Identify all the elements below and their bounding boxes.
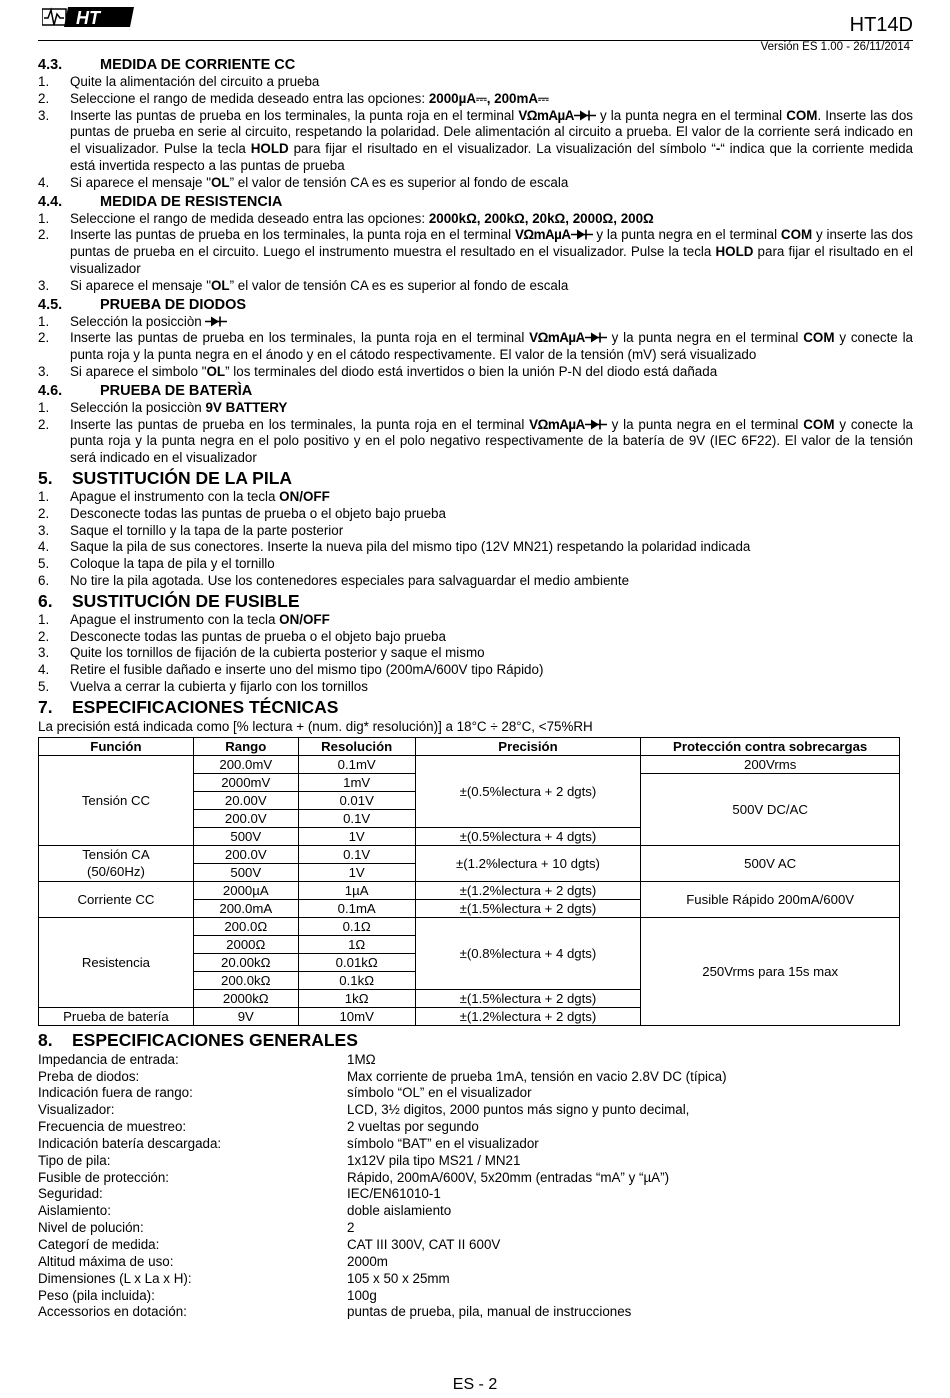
general-specs xyxy=(38,1052,913,1322)
spec-label: Indicación batería descargada: xyxy=(38,1135,222,1151)
heading-4-4: 4.4. MEDIDA DE RESISTENCIA xyxy=(38,193,283,210)
list-item: 6. No tire la pila agotada. Use los contenedores especiales para salvaguardar el medio ambiente xyxy=(38,572,630,588)
table-row: 500V 1V ±(0.5%lectura + 4 dgts) xyxy=(39,827,900,845)
list-item: 5. Coloque la tapa de pila y el tornillo xyxy=(38,556,275,572)
model-name: HT14D xyxy=(849,14,913,36)
spec-label: Aislamiento: xyxy=(38,1203,111,1219)
heading-6: 6. SUSTITUCIÓN DE FUSIBLE xyxy=(38,590,300,611)
spec-value: 2 vueltas por segundo xyxy=(347,1119,479,1135)
spec-value: símbolo “OL” en el visualizador xyxy=(347,1085,532,1101)
list-item: 2. Desconecte todas las puntas de prueba o el objeto bajo prueba xyxy=(38,628,446,644)
heading-8: 8. ESPECIFICACIONES GENERALES xyxy=(38,1029,358,1050)
list-item: 2. Inserte las puntas de prueba en los terminales, la punta roja en el terminal VΩmAµA y la punta negra en el terminal COM y conecte la punta roja y la punta negra en el ánodo y en el cátodo respectivamente. El valor de la tensión (mV) será visualizado xyxy=(38,330,914,363)
spec-label: Nivel de polución: xyxy=(38,1220,144,1236)
table-row: Resistencia 200.0Ω 0.1Ω ±(0.8%lectura + 4 dgts) 250Vrms para 15s max xyxy=(39,917,900,935)
spec-table xyxy=(38,737,900,1026)
spec-value: 105 x 50 x 25mm xyxy=(347,1270,450,1286)
logo-text: HT xyxy=(76,8,100,28)
list-item: 3. Si aparece el mensaje "OL” el valor de tensión CA es es superior al fondo de escala xyxy=(38,277,569,293)
heading-5: 5. SUSTITUCIÓN DE LA PILA xyxy=(38,467,293,488)
spec-value: Max corriente de prueba 1mA, tensión en vacio 2.8V DC (típica) xyxy=(347,1068,727,1084)
list-item: 4. Retire el fusible dañado e inserte uno del mismo tipo (200mA/600V tipo Rápido) xyxy=(38,662,544,678)
list-item: 1. Selección la posicciòn 9V BATTERY xyxy=(38,399,288,415)
table-row: 2000mV 1mV 500V DC/AC xyxy=(39,773,900,791)
table-row: 20.00kΩ 0.01kΩ xyxy=(39,953,900,971)
heading-4-6: 4.6. PRUEBA DE BATERÌA xyxy=(38,382,253,399)
table-row: 200.0V 0.1V xyxy=(39,809,900,827)
spec-value: 2 xyxy=(347,1220,355,1236)
spec-value: 2000m xyxy=(347,1253,388,1269)
ht-logo xyxy=(42,4,137,30)
accuracy-note: La precisión está indicada como [% lectura + (num. dig* resolución)] a 18°C ÷ 28°C, <75%RH xyxy=(38,718,593,734)
table-row: 200.0kΩ 0.1kΩ xyxy=(39,971,900,989)
list-item: 2. Inserte las puntas de prueba en los terminales, la punta roja en el terminal VΩmAµA y la punta negra en el terminal COM y inserte las dos puntas de prueba en el circuito. Luego el instrumento muestra el resultado en el visualizador. Pulse la tecla HOLD para fijar el risultado en el visualizador xyxy=(38,227,913,276)
list-item: 4. Saque la pila de sus conectores. Inserte la nueva pila del mismo tipo (12V MN21) respetando la polaridad indicada xyxy=(38,539,751,555)
list-item: 1. Seleccione el rango de medida deseado entra las opciones: 2000kΩ, 200kΩ, 20kΩ, 2000Ω, 200Ω xyxy=(38,210,654,226)
spec-label: Preba de diodos: xyxy=(38,1068,140,1084)
table-row: Prueba de batería 9V 10mV ±(1.2%lectura + 2 dgts) xyxy=(39,1007,900,1025)
diode-icon xyxy=(574,110,596,121)
spec-value: 1MΩ xyxy=(347,1051,376,1067)
heading-4-5: 4.5. PRUEBA DE DIODOS xyxy=(38,296,247,313)
list-item: 3. Si aparece el simbolo "OL” los terminales del diodo está invertidos o bien la unión P-N del diodo está dañada xyxy=(38,363,718,379)
diode-icon xyxy=(585,332,607,343)
spec-label: Indicación fuera de rango: xyxy=(38,1085,193,1101)
table-row: Corriente CC 2000µA 1µA ±(1.2%lectura + 2 dgts) Fusible Rápido 200mA/600V xyxy=(39,881,900,899)
list-item: 3. Inserte las puntas de prueba en los terminales, la punta roja en el terminal VΩmAµA y la punta negra en el terminal COM. Inserte las dos puntas de prueba en serie al circuito, respetando la polaridad. Dele alimentación al circuito a prueba. El valor de la corriente será indicado en el visualizador. Pulse la tecla HOLD para fijar el risultado en el visualizador. La visualización del símbolo “-“ indica que la corriente medida está invertida respecto a las puntas de prueba xyxy=(38,107,913,173)
diode-icon xyxy=(205,316,227,327)
list-item: 1. Apague el instrumento con la tecla ON/OFF xyxy=(38,488,330,504)
spec-label: Altitud máxima de uso: xyxy=(38,1253,174,1269)
list-item: 4. Si aparece el mensaje "OL” el valor de tensión CA es es superior al fondo de escala xyxy=(38,174,569,190)
table-row: 20.00V 0.01V xyxy=(39,791,900,809)
list-item: 5. Vuelva a cerrar la cubierta y fijarlo con los tornillos xyxy=(38,678,368,694)
spec-value: LCD, 3½ digitos, 2000 puntos más signo y punto decimal, xyxy=(347,1102,690,1118)
spec-label: Accessorios en dotación: xyxy=(38,1304,187,1320)
diode-icon xyxy=(571,229,593,240)
table-row: Tensión CA (50/60Hz) 200.0V 0.1V ±(1.2%lectura + 10 dgts) 500V AC xyxy=(39,845,900,863)
list-item: 1. Selección la posicciòn xyxy=(38,314,913,331)
spec-label: Categorí de medida: xyxy=(38,1236,160,1252)
table-header-row: Función Rango Resolución Precisión Protección contra sobrecargas xyxy=(39,737,900,755)
list-item: 3. Saque el tornillo y la tapa de la parte posterior xyxy=(38,522,344,538)
spec-label: Impedancia de entrada: xyxy=(38,1051,179,1067)
spec-label: Fusible de protección: xyxy=(38,1169,170,1185)
list-item: 2. Inserte las puntas de prueba en los terminales, la punta roja en el terminal VΩmAµA y la punta negra en el terminal COM y conecte la punta roja y la punta negra en el polo positivo y en el polo negativo respectivamente de la batería de 9V (IEC 6F22). El valor de la tensión será indicado en el visualizador xyxy=(38,416,914,466)
table-row: 500V 1V xyxy=(39,863,900,881)
spec-value: doble aislamiento xyxy=(347,1203,452,1219)
page-content xyxy=(38,55,913,1321)
spec-value: CAT III 300V, CAT II 600V xyxy=(347,1236,501,1252)
heading-7: 7. ESPECIFICACIONES TÉCNICAS xyxy=(38,696,339,717)
list-item: 2. Desconecte todas las puntas de prueba o el objeto bajo prueba xyxy=(38,505,446,521)
spec-label: Frecuencia de muestreo: xyxy=(38,1119,187,1135)
list-item: 1. Quite la alimentación del circuito a prueba xyxy=(38,74,320,89)
table-row: 200.0mA 0.1mA ±(1.5%lectura + 2 dgts) xyxy=(39,899,900,917)
spec-value: IEC/EN61010-1 xyxy=(347,1186,441,1202)
spec-value: 100g xyxy=(347,1287,377,1303)
spec-value: símbolo “BAT” en el visualizador xyxy=(347,1135,539,1151)
spec-label: Tipo de pila: xyxy=(38,1152,111,1168)
heading-4-3: 4.3. MEDIDA DE CORRIENTE CC xyxy=(38,57,296,73)
spec-value: Rápido, 200mA/600V, 5x20mm (entradas “mA” y “µA”) xyxy=(347,1169,670,1185)
table-row: 2000Ω 1Ω xyxy=(39,935,900,953)
list-item: 2. Seleccione el rango de medida deseado entra las opciones: 2000µA⎓, 200mA⎓ xyxy=(38,90,549,106)
table-row: 2000kΩ 1kΩ ±(1.5%lectura + 2 dgts) xyxy=(39,989,900,1007)
spec-label: Peso (pila incluida): xyxy=(38,1287,155,1303)
list-item: 3. Quite los tornillos de fijación de la cubierta posterior y saque el mismo xyxy=(38,645,485,661)
version-label: Versión ES 1.00 - 26/11/2014 xyxy=(760,41,910,53)
diode-icon xyxy=(585,419,607,430)
spec-label: Dimensiones (L x La x H): xyxy=(38,1270,192,1286)
list-item: 1. Apague el instrumento con la tecla ON/OFF xyxy=(38,611,330,627)
spec-label: Visualizador: xyxy=(38,1102,115,1118)
table-row: Tensión CC 200.0mV 0.1mV ±(0.5%lectura + 2 dgts) 200Vrms xyxy=(39,755,900,773)
page-number: ES - 2 xyxy=(452,1376,498,1393)
spec-value: puntas de prueba, pila, manual de instrucciones xyxy=(347,1304,632,1320)
spec-value: 1x12V pila tipo MS21 / MN21 xyxy=(347,1152,521,1168)
spec-label: Seguridad: xyxy=(38,1186,103,1202)
